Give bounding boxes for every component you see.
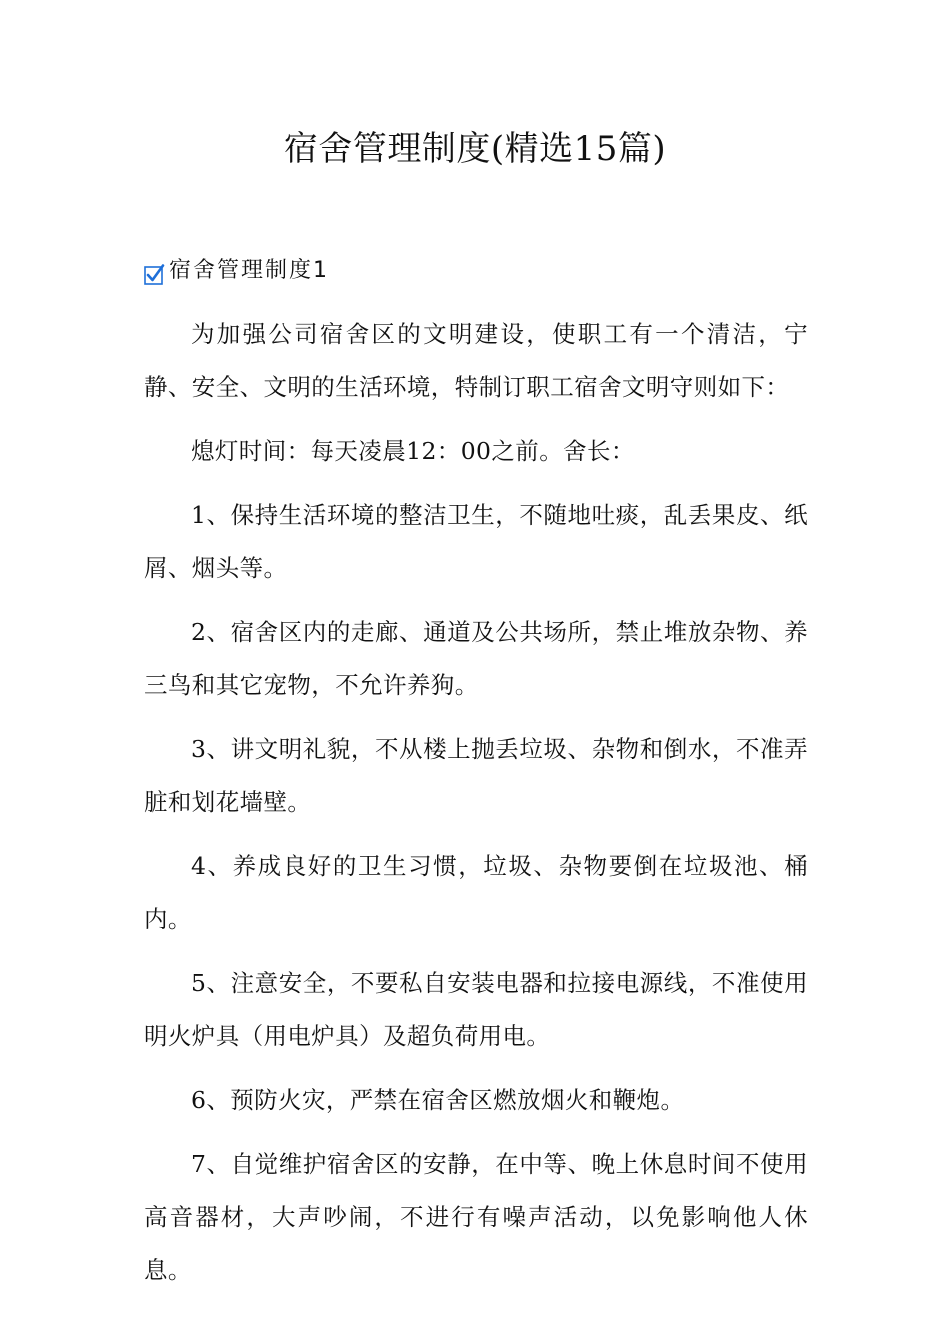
- checkbox-checked-icon: [144, 264, 165, 285]
- paragraph-rule-2: 2、宿舍区内的走廊、通道及公共场所，禁止堆放杂物、养三鸟和其它宠物，不允许养狗。: [144, 618, 808, 699]
- paragraph-rule-5: 5、注意安全，不要私自安装电器和拉接电源线，不准使用明火炉具（用电炉具）及超负荷用电。: [144, 969, 808, 1050]
- paragraph-rule-3: 3、讲文明礼貌，不从楼上抛丢垃圾、杂物和倒水，不准弄脏和划花墙壁。: [144, 735, 808, 816]
- paragraph-rule-1: 1、保持生活环境的整洁卫生，不随地吐痰，乱丢果皮、纸屑、烟头等。: [144, 501, 808, 582]
- page-title: 宿舍管理制度(精选15篇): [283, 129, 667, 169]
- paragraph-rule-7: 7、自觉维护宿舍区的安静，在中等、晚上休息时间不使用高音器材，大声吵闹，不进行有噪声活动，以免影响他人休息。: [144, 1150, 808, 1284]
- document-body: [144, 308, 808, 1308]
- paragraph-intro: 为加强公司宿舍区的文明建设，使职工有一个清洁，宁静、安全、文明的生活环境，特制订职工宿舍文明守则如下：: [144, 320, 808, 401]
- paragraph-lights-out: 熄灯时间：每天凌晨12：00之前。舍长：: [191, 437, 635, 465]
- section-heading: [144, 248, 329, 288]
- section-heading-text: 宿舍管理制度1: [169, 257, 329, 283]
- paragraph-rule-6: 6、预防火灾，严禁在宿舍区燃放烟火和鞭炮。: [191, 1086, 685, 1114]
- paragraph-rule-4: 4、养成良好的卫生习惯，垃圾、杂物要倒在垃圾池、桶内。: [144, 852, 808, 933]
